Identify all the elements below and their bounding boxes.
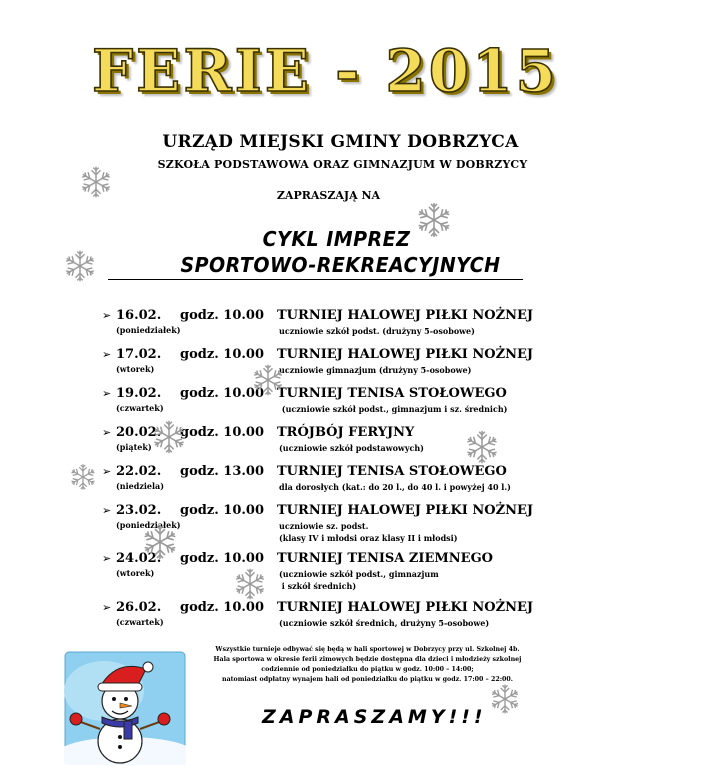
snowflake-icon: [488, 682, 522, 716]
event-date: 17.02.: [116, 347, 162, 362]
organizer-line-1: URZĄD MIEJSKI GMINY DOBRZYCA: [162, 132, 519, 152]
bullet-icon: ➢: [102, 465, 112, 478]
bullet-icon: ➢: [102, 601, 112, 614]
snowflake-icon: [62, 248, 98, 284]
event-date: 24.02.: [116, 551, 162, 566]
snowflake-icon: [78, 164, 114, 200]
event-time: godz. 10.00: [180, 503, 264, 518]
event-description: uczniowie sz. podst. (klasy IV i młodsi oraz klasy II i młodsi): [279, 521, 458, 543]
snowflake-icon: [140, 522, 180, 562]
event-description: (uczniowie szkół średnich, drużyny 5-osobowe): [279, 618, 490, 628]
event-time: godz. 10.00: [180, 308, 264, 323]
event-description: (uczniowie szkół podst., gimnazjum i sz. średnich): [279, 404, 508, 414]
event-name: TURNIEJ TENISA STOŁOWEGO: [277, 464, 507, 479]
snowflake-icon: [68, 462, 98, 492]
event-time: godz. 10.00: [180, 600, 264, 615]
event-name: TURNIEJ TENISA ZIEMNEGO: [277, 551, 493, 566]
invite-line: ZAPRASZAJĄ NA: [276, 189, 381, 202]
event-time: godz. 10.00: [180, 347, 264, 362]
cycle-heading-1: CYKL IMPREZ: [262, 227, 411, 251]
bullet-icon: ➢: [102, 504, 112, 517]
closing-text: ZAPRASZAMY!!!: [262, 706, 487, 728]
heading-underline: [108, 279, 523, 280]
page-title: FERIE - 2015: [92, 37, 559, 105]
footnote: Wszystkie turnieje odbywać się będą w hali sportowej w Dobrzycy przy ul. Szkolnej 4b. Hala sportowa w okresie ferii zimowych będzie dostępna dla dzieci i młodzieży szkolnej codziennie od poniedziałku do piątku w godz. 10:00 – 14:00; natomiast odpłatny wynajem hali od poniedziałku do piątku w godz. 17:00 – 22:00.: [213, 646, 522, 683]
organizer-line-2: SZKOŁA PODSTAWOWA ORAZ GIMNAZJUM W DOBRZYCY: [157, 158, 528, 171]
event-name: TURNIEJ HALOWEJ PIŁKI NOŻNEJ: [277, 600, 534, 615]
event-row: [0, 347, 701, 389]
event-row: [0, 386, 701, 428]
event-date: 26.02.: [116, 600, 162, 615]
event-time: godz. 10.00: [180, 551, 264, 566]
event-day: (poniedziałek): [116, 520, 181, 530]
snowflake-icon: [414, 200, 454, 240]
event-name: TURNIEJ HALOWEJ PIŁKI NOŻNEJ: [277, 347, 534, 362]
event-name: TRÓJBÓJ FERYJNY: [277, 425, 415, 440]
bullet-icon: ➢: [102, 552, 112, 565]
event-description: uczniowie szkół podst. (drużyny 5-osobowe): [279, 326, 475, 336]
event-day: (niedziela): [116, 481, 165, 491]
event-row: [0, 503, 701, 545]
event-day: (wtorek): [116, 364, 155, 374]
event-time: godz. 13.00: [180, 464, 264, 479]
event-row: [0, 425, 701, 467]
event-date: 16.02.: [116, 308, 162, 323]
snowflake-icon: [463, 428, 501, 466]
event-name: TURNIEJ HALOWEJ PIŁKI NOŻNEJ: [277, 308, 534, 323]
event-description: (uczniowie szkół podst., gimnazjum i szkół średnich): [279, 569, 439, 591]
event-day: (poniedziałek): [116, 325, 181, 335]
event-description: dla dorosłych (kat.: do 20 l., do 40 l. i powyżej 40 l.): [279, 482, 511, 492]
event-description: uczniowie gimnazjum (drużyny 5-osobowe): [279, 365, 472, 375]
event-date: 20.02.: [116, 425, 162, 440]
event-row: [0, 600, 701, 642]
bullet-icon: ➢: [102, 387, 112, 400]
bullet-icon: ➢: [102, 426, 112, 439]
event-name: TURNIEJ TENISA STOŁOWEGO: [277, 386, 507, 401]
event-day: (wtorek): [116, 568, 155, 578]
event-day: (czwartek): [116, 617, 164, 627]
event-date: 22.02.: [116, 464, 162, 479]
event-day: (czwartek): [116, 403, 164, 413]
snowflake-icon: [250, 362, 286, 398]
event-row: [0, 551, 701, 593]
event-day: (piątek): [116, 442, 152, 452]
event-date: 19.02.: [116, 386, 162, 401]
cycle-heading-2: SPORTOWO-REKREACYJNYCH: [180, 253, 501, 277]
event-description: (uczniowie szkół podstawowych): [279, 443, 424, 453]
event-row: [0, 464, 701, 506]
event-name: TURNIEJ HALOWEJ PIŁKI NOŻNEJ: [277, 503, 534, 518]
snowflake-icon: [232, 566, 268, 602]
event-time: godz. 10.00: [180, 386, 264, 401]
bullet-icon: ➢: [102, 309, 112, 322]
snowman-icon: [64, 651, 186, 765]
event-row: [0, 308, 701, 350]
bullet-icon: ➢: [102, 348, 112, 361]
event-time: godz. 10.00: [180, 425, 264, 440]
event-date: 23.02.: [116, 503, 162, 518]
snowflake-icon: [150, 418, 188, 456]
